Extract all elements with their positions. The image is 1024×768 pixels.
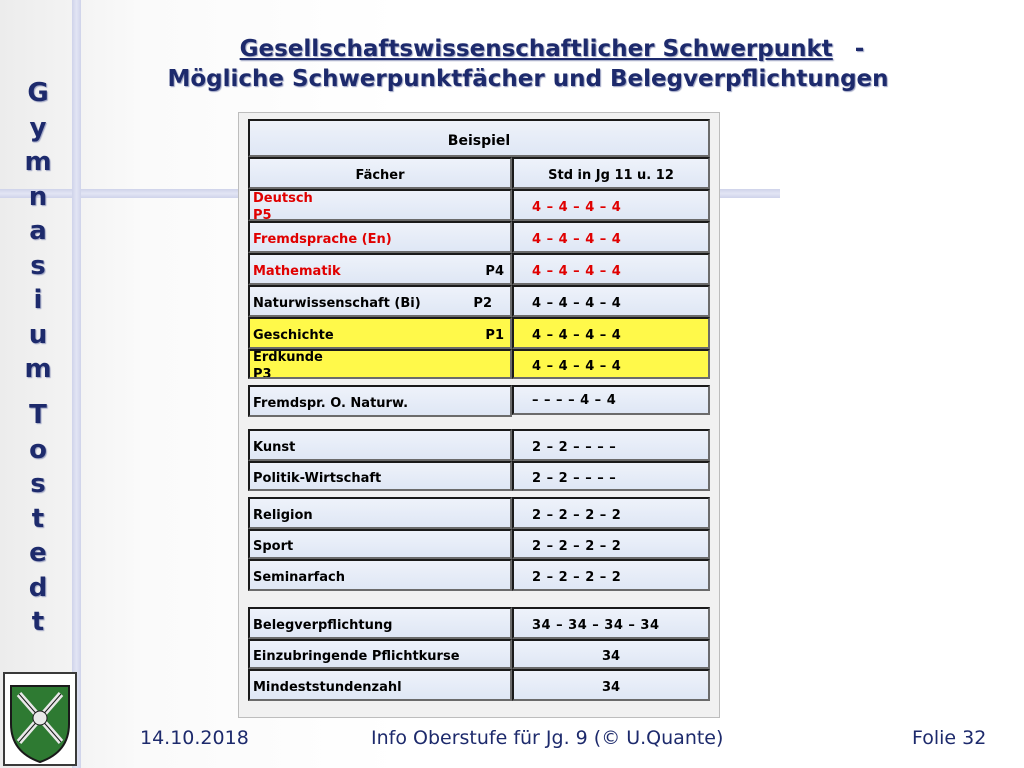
- table-row-hours: [512, 639, 710, 669]
- table-row-hours: [512, 461, 710, 491]
- table-row-subject: [248, 385, 512, 417]
- vertical-letter: t: [31, 607, 45, 637]
- table-row-hours: [512, 253, 710, 285]
- table-row-hours: [512, 669, 710, 701]
- subject-label: Mindeststundenzahl: [253, 680, 402, 695]
- table-row-hours: [512, 429, 710, 461]
- subject-label: Sport: [253, 539, 294, 554]
- vertical-letter: o: [29, 434, 47, 465]
- hours-value: 4 – 4 – 4 – 4: [532, 200, 622, 215]
- subject-label: Politik-Wirtschaft: [253, 471, 382, 486]
- vertical-letter: i: [33, 285, 43, 315]
- subject-pflag: P2: [473, 296, 492, 311]
- table-row-subject: [248, 529, 512, 559]
- hours-value: 2 – 2 – – – –: [532, 471, 617, 486]
- table-row-hours: [512, 189, 710, 221]
- subject-label: Erdkunde: [253, 350, 323, 365]
- vertical-letter: m: [24, 147, 52, 177]
- vertical-decoration-bar: [72, 0, 81, 768]
- hours-value: 2 – 2 – – – –: [532, 440, 617, 455]
- table-row-hours: [512, 385, 710, 415]
- subject-label: Belegverpflichtung: [253, 618, 393, 633]
- table-row-subject: [248, 317, 512, 349]
- subject-pflag: P3: [253, 367, 272, 379]
- title-dash: -: [854, 36, 865, 62]
- col-hours-header: [512, 157, 710, 189]
- hours-value: 4 – 4 – 4 – 4: [532, 328, 622, 343]
- hours-value: 4 – 4 – 4 – 4: [532, 359, 622, 374]
- hours-value: 4 – 4 – 4 – 4: [532, 232, 622, 247]
- table-row-subject: [248, 253, 512, 285]
- vertical-school-name-gymnasium: [18, 76, 58, 387]
- table-row-hours: [512, 497, 710, 529]
- col-hours-label: Std in Jg 11 u. 12: [548, 168, 674, 183]
- subject-label: Religion: [253, 508, 313, 523]
- subject-pflag: P5: [253, 208, 272, 221]
- vertical-letter: s: [30, 469, 46, 499]
- slide-title-line1: [40, 34, 1024, 64]
- table-header: Beispiel: [447, 133, 511, 149]
- col-subject-label: Fächer: [355, 168, 405, 183]
- table-row-subject: [248, 497, 512, 529]
- vertical-letter: T: [29, 400, 47, 430]
- slide-title-line2: Mögliche Schwerpunktfächer und Belegverpflichtungen: [167, 66, 889, 92]
- table-row-subject: [248, 639, 512, 669]
- table-row-hours: [512, 559, 710, 591]
- subject-label: Naturwissenschaft (Bi): [253, 296, 421, 311]
- table-row-hours: [512, 317, 710, 349]
- footer-date: 14.10.2018: [140, 727, 249, 749]
- table-row-subject: [248, 669, 512, 701]
- table-row-hours: [512, 607, 710, 639]
- vertical-letter: s: [30, 250, 46, 281]
- table-row-hours: [512, 221, 710, 253]
- vertical-letter: u: [28, 319, 48, 350]
- hours-value: – – – – 4 – 4: [532, 393, 617, 408]
- subject-pflag: P4: [485, 264, 504, 279]
- vertical-letter: y: [29, 112, 47, 143]
- hours-value: 4 – 4 – 4 – 4: [532, 296, 622, 311]
- hours-value: 2 – 2 – 2 – 2: [532, 508, 622, 523]
- vertical-letter: e: [29, 538, 47, 568]
- table-row-hours: [512, 285, 710, 317]
- footer-slide-number: Folie 32: [912, 727, 987, 749]
- table-row-subject: [248, 189, 512, 221]
- table-row-hours: [512, 529, 710, 559]
- subject-label: Mathematik: [253, 264, 341, 279]
- vertical-letter: t: [31, 503, 45, 534]
- table-row-subject: [248, 285, 512, 317]
- vertical-letter: G: [27, 78, 49, 108]
- table-row-subject: [248, 429, 512, 461]
- subject-label: Einzubringende Pflichtkurse: [253, 649, 460, 664]
- vertical-letter: n: [28, 181, 48, 212]
- hours-value: 2 – 2 – 2 – 2: [532, 539, 622, 554]
- hours-value: 34 – 34 – 34 – 34: [532, 618, 660, 633]
- subject-label: Deutsch: [253, 191, 313, 206]
- table-header-cell: [248, 119, 710, 157]
- vertical-letter: m: [24, 354, 52, 384]
- hours-value: 2 – 2 – 2 – 2: [532, 570, 622, 585]
- col-subject-header: [248, 157, 512, 189]
- hours-value: 4 – 4 – 4 – 4: [532, 264, 622, 279]
- table-row-subject: [248, 559, 512, 591]
- subject-label: Geschichte: [253, 328, 334, 343]
- vertical-school-name-tostedt: [18, 398, 58, 640]
- hours-value: 34: [601, 649, 621, 664]
- subject-pflag: P1: [485, 328, 504, 343]
- subject-label: Seminarfach: [253, 570, 346, 585]
- table-row-subject: [248, 607, 512, 639]
- subject-label: Fremdsprache (En): [253, 232, 392, 247]
- subject-label: Kunst: [253, 440, 296, 455]
- subject-label: Fremdspr. O. Naturw.: [253, 396, 409, 411]
- title-main: Gesellschaftswissenschaftlicher Schwerpunkt: [239, 36, 833, 62]
- table-row-subject: [248, 221, 512, 253]
- school-crest-logo: [3, 672, 77, 766]
- hours-value: 34: [601, 680, 621, 695]
- footer-info: Info Oberstufe für Jg. 9 (© U.Quante): [371, 727, 724, 749]
- course-table-panel: [238, 112, 720, 718]
- table-row-subject: [248, 349, 512, 379]
- vertical-letter: a: [29, 216, 47, 246]
- vertical-letter: d: [28, 572, 48, 603]
- table-row-hours: [512, 349, 710, 379]
- table-row-subject: [248, 461, 512, 491]
